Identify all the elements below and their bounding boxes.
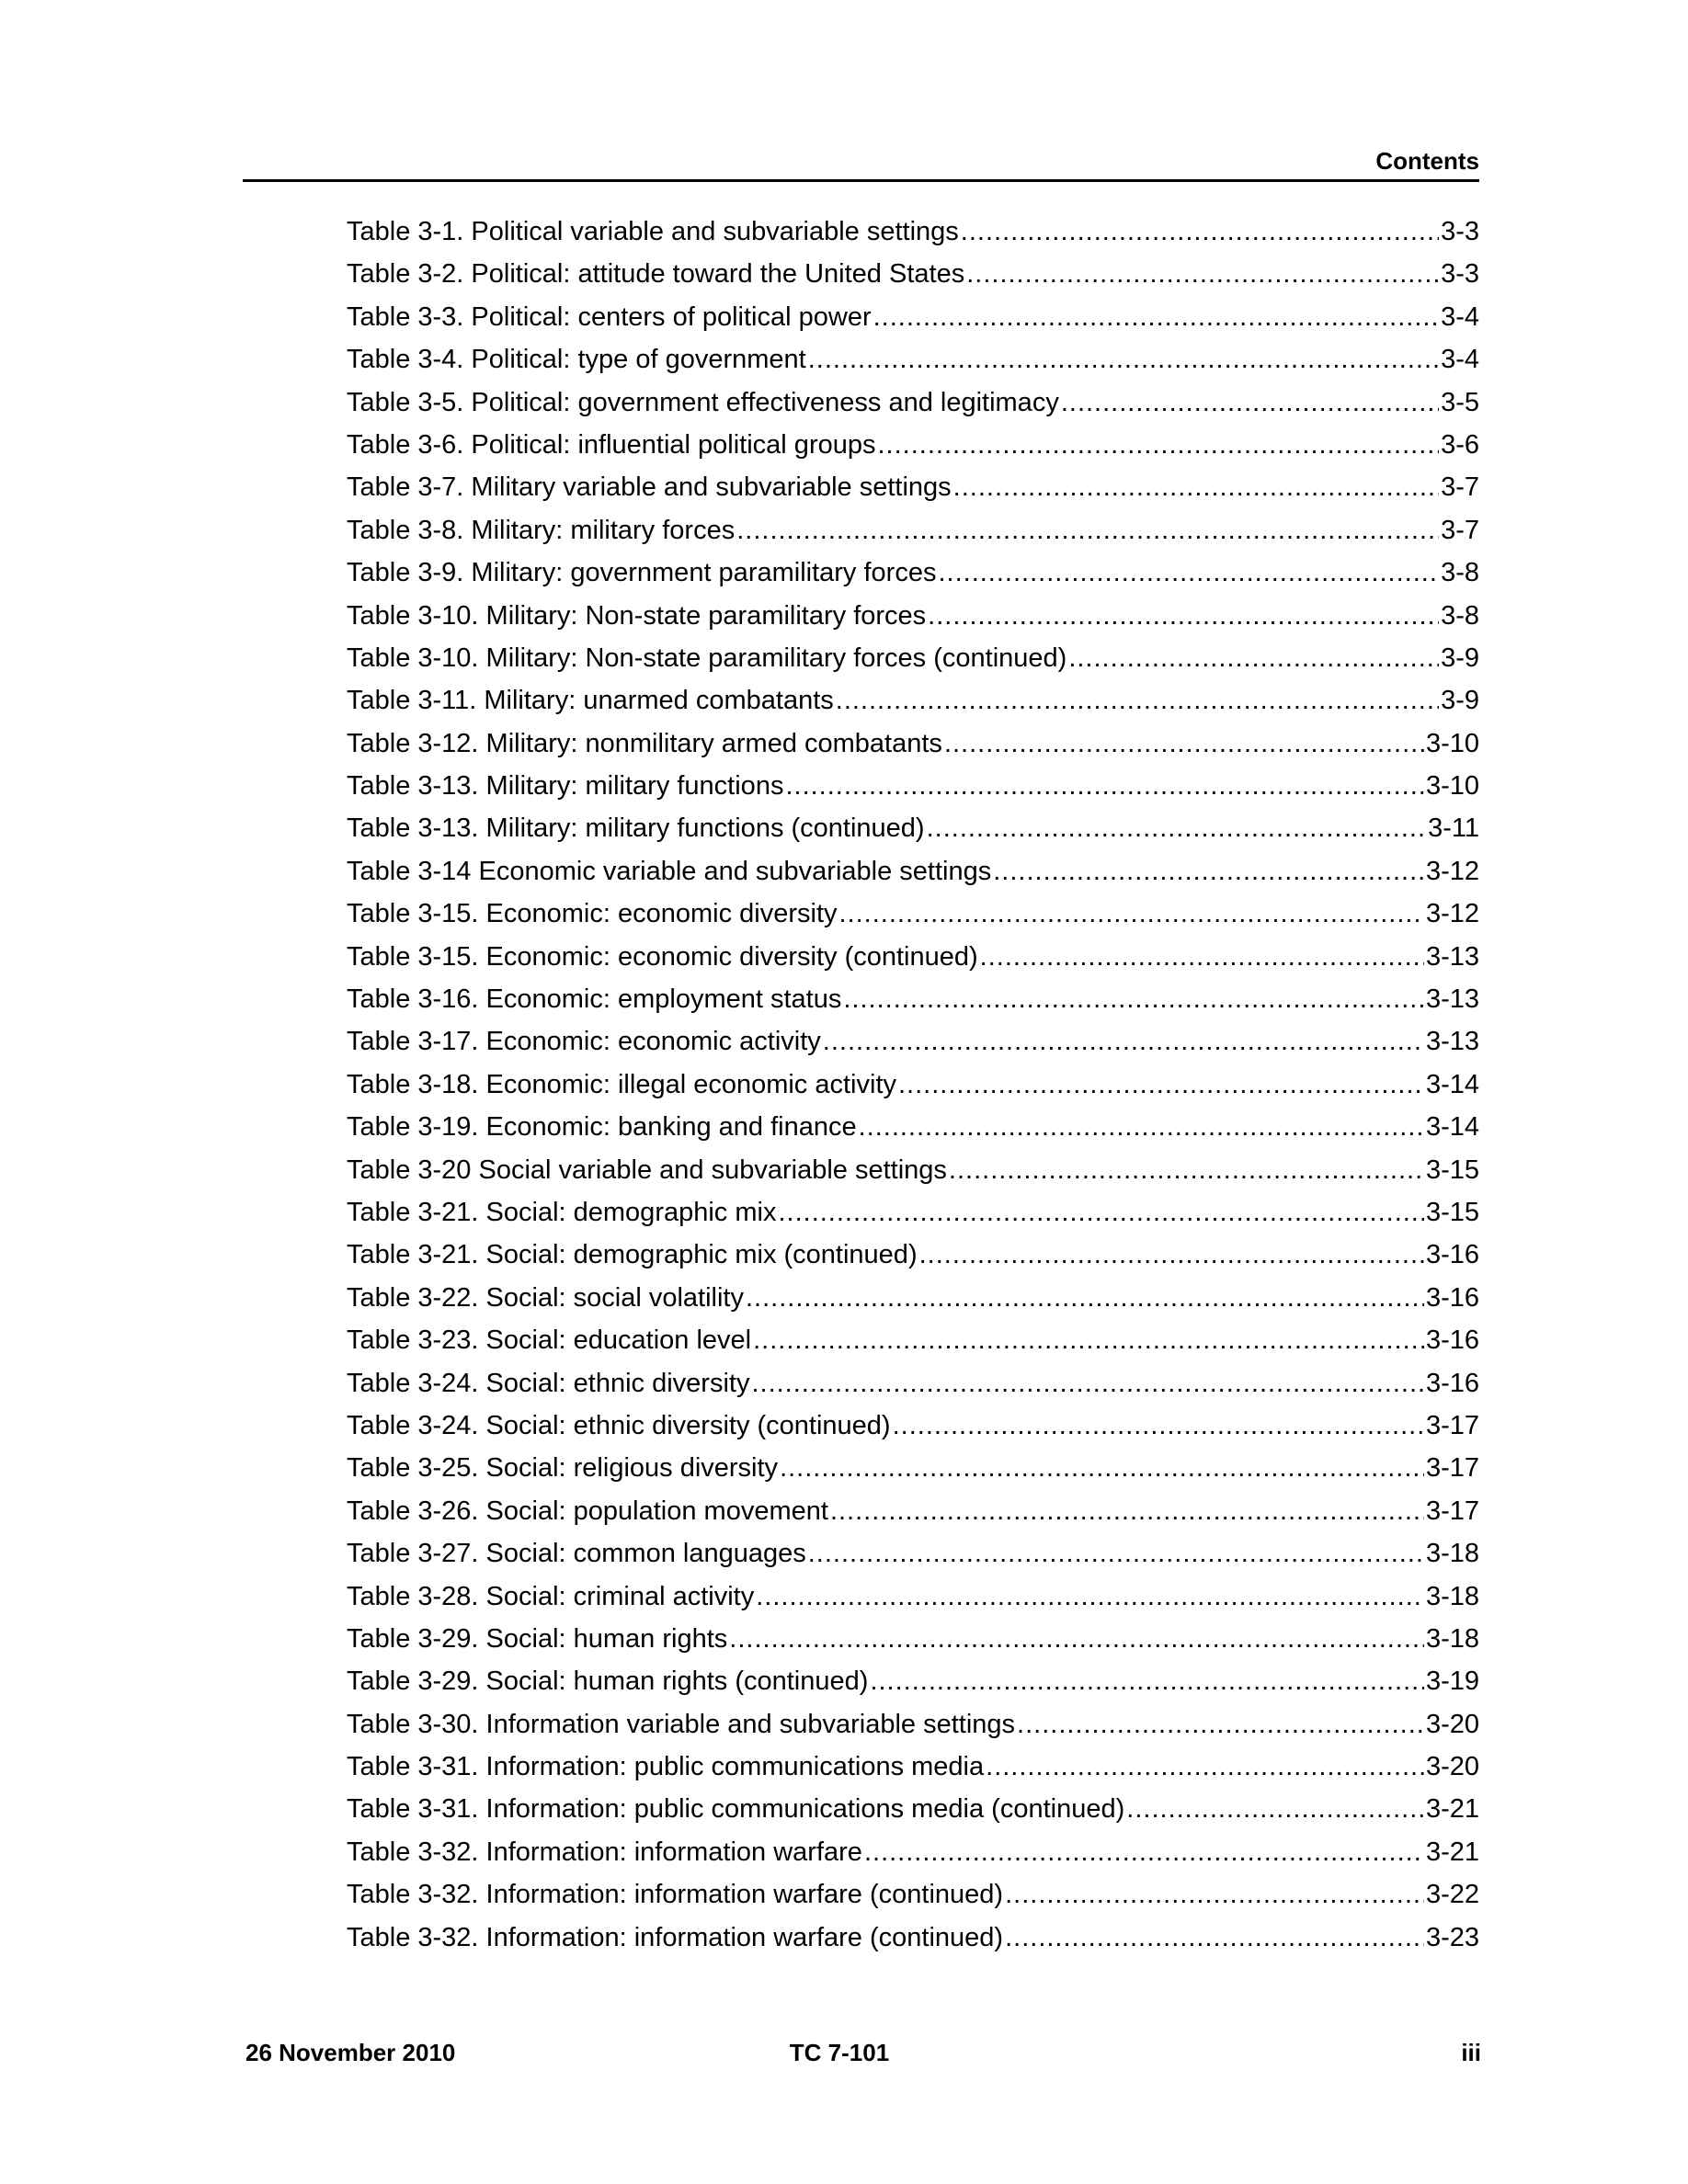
- toc-entry-page: 3-21: [1425, 1794, 1479, 1825]
- dot-leader: [1017, 1703, 1424, 1746]
- toc-entry[interactable]: [347, 850, 1479, 893]
- toc-entry-page: 3-9: [1441, 686, 1479, 716]
- toc-entry-page: 3-14: [1425, 1069, 1479, 1099]
- toc-entry-title: Table 3-2. Political: attitude toward the United States: [347, 259, 965, 290]
- toc-entry-title: Table 3-11. Military: unarmed combatants: [347, 686, 834, 716]
- dot-leader: [986, 1746, 1424, 1788]
- toc-entry-title: Table 3-3. Political: centers of political power: [347, 301, 872, 332]
- toc-entry-title: Table 3-10. Military: Non-state paramilitary forces: [347, 600, 927, 631]
- toc-entry-title: Table 3-7. Military variable and subvariable settings: [347, 472, 952, 503]
- toc-entry-title: Table 3-32. Information: information warfare (continued): [347, 1880, 1004, 1910]
- toc-entry[interactable]: [347, 637, 1479, 679]
- dot-leader: [785, 765, 1424, 807]
- toc-entry-page: 3-7: [1441, 515, 1479, 545]
- toc-entry[interactable]: [347, 296, 1479, 338]
- dot-leader: [873, 296, 1439, 338]
- dot-leader: [949, 1149, 1424, 1191]
- dot-leader: [778, 1191, 1423, 1234]
- toc-entry-page: 3-15: [1425, 1155, 1479, 1185]
- toc-entry[interactable]: [347, 1020, 1479, 1063]
- toc-entry-page: 3-20: [1425, 1709, 1479, 1739]
- toc-entry[interactable]: [347, 509, 1479, 552]
- toc-entry-title: Table 3-18. Economic: illegal economic activity: [347, 1069, 896, 1099]
- dot-leader: [938, 552, 1439, 594]
- toc-entry-title: Table 3-17. Economic: economic activity: [347, 1027, 821, 1057]
- dot-leader: [729, 1618, 1424, 1660]
- toc-entry-title: Table 3-8. Military: military forces: [347, 515, 736, 545]
- toc-entry-page: 3-15: [1425, 1197, 1479, 1227]
- dot-leader: [944, 722, 1424, 765]
- toc-entry-title: Table 3-21. Social: demographic mix: [347, 1197, 777, 1227]
- dot-leader: [753, 1319, 1424, 1361]
- toc-entry[interactable]: [347, 1575, 1479, 1618]
- toc-entry-title: Table 3-28. Social: criminal activity: [347, 1581, 755, 1611]
- toc-entry-title: Table 3-23. Social: education level: [347, 1325, 752, 1356]
- toc-entry-title: Table 3-22. Social: social volatility: [347, 1282, 744, 1313]
- toc-entry[interactable]: [347, 1064, 1479, 1106]
- dot-leader: [836, 679, 1439, 722]
- toc-entry-title: Table 3-25. Social: religious diversity: [347, 1453, 779, 1484]
- footer-page-number: iii: [1461, 2039, 1481, 2066]
- toc-entry[interactable]: [347, 936, 1479, 978]
- toc-entry[interactable]: [347, 807, 1479, 849]
- toc-entry[interactable]: [347, 1618, 1479, 1660]
- toc-entry-page: 3-10: [1425, 728, 1479, 758]
- toc-entry-title: Table 3-14 Economic variable and subvariable settings: [347, 856, 992, 886]
- toc-entry-title: Table 3-20 Social variable and subvariable settings: [347, 1155, 947, 1185]
- toc-entry[interactable]: [347, 1703, 1479, 1746]
- toc-entry-page: 3-23: [1425, 1922, 1479, 1952]
- toc-entry-title: Table 3-31. Information: public communications media (continued): [347, 1794, 1125, 1825]
- toc-entry[interactable]: [347, 722, 1479, 765]
- toc-entry[interactable]: [347, 424, 1479, 466]
- toc-entry[interactable]: [347, 1447, 1479, 1489]
- footer-date: 26 November 2010: [245, 2039, 456, 2066]
- dot-leader: [961, 210, 1439, 253]
- toc-entry-title: Table 3-24. Social: ethnic diversity: [347, 1368, 750, 1398]
- dot-leader: [898, 1064, 1424, 1106]
- toc-entry-page: 3-3: [1441, 217, 1479, 246]
- toc-entry-title: Table 3-32. Information: information warfare: [347, 1837, 862, 1867]
- dot-leader: [1068, 637, 1439, 679]
- toc-entry-page: 3-6: [1441, 429, 1479, 460]
- dot-leader: [980, 936, 1424, 978]
- toc-entry-page: 3-11: [1428, 813, 1479, 844]
- toc-entry-title: Table 3-1. Political variable and subvariable settings: [347, 217, 959, 246]
- toc-entry[interactable]: [347, 381, 1479, 424]
- toc-entry-title: Table 3-29. Social: human rights: [347, 1623, 728, 1654]
- toc-entry-page: 3-3: [1441, 259, 1479, 290]
- dot-leader: [1061, 381, 1439, 424]
- toc-entry-title: Table 3-4. Political: type of government: [347, 345, 806, 375]
- dot-leader: [843, 978, 1424, 1020]
- toc-entry-title: Table 3-15. Economic: economic diversity: [347, 899, 838, 929]
- toc-entry-title: Table 3-30. Information variable and subvariable settings: [347, 1709, 1016, 1739]
- toc-entry-page: 3-16: [1425, 1368, 1479, 1398]
- toc-entry[interactable]: [347, 1106, 1479, 1148]
- dot-leader: [823, 1020, 1424, 1063]
- toc-entry-title: Table 3-10. Military: Non-state paramilitary forces (continued): [347, 643, 1067, 673]
- toc-entry-page: 3-8: [1441, 558, 1479, 588]
- dot-leader: [830, 1490, 1424, 1532]
- toc-entry-page: 3-4: [1441, 345, 1479, 375]
- toc-entry-title: Table 3-24. Social: ethnic diversity (continued): [347, 1410, 891, 1440]
- toc-entry[interactable]: [347, 595, 1479, 637]
- dot-leader: [1005, 1917, 1424, 1959]
- dot-leader: [1005, 1873, 1424, 1916]
- dot-leader: [808, 338, 1439, 381]
- toc-entry-title: Table 3-27. Social: common languages: [347, 1539, 806, 1569]
- toc-entry[interactable]: [347, 253, 1479, 295]
- toc-entry-page: 3-17: [1425, 1410, 1479, 1440]
- toc-entry-page: 3-8: [1441, 600, 1479, 631]
- toc-entry-page: 3-18: [1425, 1539, 1479, 1569]
- toc-entry[interactable]: [347, 1319, 1479, 1361]
- toc-entry-title: Table 3-13. Military: military functions (continued): [347, 813, 925, 844]
- toc-entry-page: 3-22: [1425, 1880, 1479, 1910]
- toc-entry-title: Table 3-16. Economic: employment status: [347, 984, 842, 1015]
- dot-leader: [1126, 1788, 1424, 1830]
- toc-entry[interactable]: [347, 1532, 1479, 1575]
- toc-entry[interactable]: [347, 552, 1479, 594]
- toc-entry-title: Table 3-29. Social: human rights (continued): [347, 1666, 869, 1697]
- toc-entry[interactable]: [347, 1917, 1479, 1959]
- dot-leader: [839, 893, 1424, 935]
- dot-leader: [756, 1575, 1424, 1618]
- dot-leader: [928, 595, 1439, 637]
- toc-entry[interactable]: [347, 466, 1479, 508]
- toc-entry-page: 3-16: [1425, 1282, 1479, 1313]
- toc-entry[interactable]: [347, 893, 1479, 935]
- toc-entry[interactable]: [347, 978, 1479, 1020]
- toc-entry-title: Table 3-31. Information: public communications media: [347, 1752, 985, 1782]
- toc-entry[interactable]: [347, 1234, 1479, 1276]
- toc-entry-page: 3-21: [1425, 1837, 1479, 1867]
- toc-entry-page: 3-14: [1425, 1112, 1479, 1143]
- toc-entry[interactable]: [347, 1191, 1479, 1234]
- dot-leader: [870, 1660, 1424, 1702]
- toc-entry-title: Table 3-15. Economic: economic diversity (continued): [347, 941, 978, 972]
- dot-leader: [927, 807, 1427, 849]
- toc-entry-page: 3-4: [1441, 301, 1479, 332]
- toc-entry-page: 3-16: [1425, 1240, 1479, 1270]
- toc-entry[interactable]: [347, 679, 1479, 722]
- dot-leader: [859, 1106, 1424, 1148]
- dot-leader: [893, 1405, 1424, 1447]
- toc-entry[interactable]: [347, 1362, 1479, 1405]
- toc-entry-page: 3-12: [1425, 899, 1479, 929]
- toc-entry-title: Table 3-19. Economic: banking and finance: [347, 1112, 857, 1143]
- dot-leader: [864, 1831, 1424, 1873]
- dot-leader: [746, 1277, 1424, 1319]
- toc-entry-title: Table 3-5. Political: government effectiveness and legitimacy: [347, 387, 1059, 417]
- footer-document-id: TC 7-101: [789, 2039, 890, 2066]
- toc-entry-page: 3-5: [1441, 387, 1479, 417]
- dot-leader: [751, 1362, 1424, 1405]
- toc-entry[interactable]: [347, 338, 1479, 381]
- toc-entry[interactable]: [347, 1873, 1479, 1916]
- toc-entry[interactable]: [347, 1149, 1479, 1191]
- toc-entry[interactable]: [347, 1746, 1479, 1788]
- toc-entry[interactable]: [347, 1788, 1479, 1830]
- toc-entry[interactable]: [347, 765, 1479, 807]
- toc-entry-page: 3-10: [1425, 771, 1479, 802]
- header-rule: [243, 179, 1479, 182]
- toc-entry[interactable]: [347, 1660, 1479, 1702]
- toc-entry[interactable]: [347, 210, 1479, 253]
- toc-entry-title: Table 3-6. Political: influential political groups: [347, 429, 876, 460]
- toc-entry-page: 3-19: [1425, 1666, 1479, 1697]
- toc-entry-page: 3-13: [1425, 941, 1479, 972]
- dot-leader: [919, 1234, 1424, 1276]
- toc-entry-title: Table 3-12. Military: nonmilitary armed combatants: [347, 728, 942, 758]
- dot-leader: [953, 466, 1439, 508]
- toc-entry[interactable]: [347, 1277, 1479, 1319]
- dot-leader: [993, 850, 1424, 893]
- toc-entry[interactable]: [347, 1831, 1479, 1873]
- toc-entry[interactable]: [347, 1405, 1479, 1447]
- toc-entry-page: 3-7: [1441, 472, 1479, 503]
- toc-entry-title: Table 3-9. Military: government paramilitary forces: [347, 558, 937, 588]
- toc-entry-page: 3-17: [1425, 1453, 1479, 1484]
- toc-entry[interactable]: [347, 1490, 1479, 1532]
- dot-leader: [808, 1532, 1424, 1575]
- toc-entry-page: 3-12: [1425, 856, 1479, 886]
- toc-entry-page: 3-9: [1441, 643, 1479, 673]
- toc-entry-page: 3-13: [1425, 984, 1479, 1015]
- dot-leader: [877, 424, 1439, 466]
- toc-entry-page: 3-18: [1425, 1581, 1479, 1611]
- section-label: Contents: [1375, 147, 1479, 175]
- toc-entry-page: 3-20: [1425, 1752, 1479, 1782]
- toc-entry-title: Table 3-32. Information: information warfare (continued): [347, 1922, 1004, 1952]
- toc-entry-page: 3-16: [1425, 1325, 1479, 1356]
- toc-entry-page: 3-17: [1425, 1496, 1479, 1526]
- dot-leader: [736, 509, 1439, 552]
- dot-leader: [966, 253, 1439, 295]
- toc-entry-page: 3-13: [1425, 1027, 1479, 1057]
- table-of-contents: [347, 210, 1479, 1959]
- toc-entry-title: Table 3-13. Military: military functions: [347, 771, 784, 802]
- dot-leader: [780, 1447, 1424, 1489]
- toc-entry-title: Table 3-21. Social: demographic mix (continued): [347, 1240, 918, 1270]
- toc-entry-title: Table 3-26. Social: population movement: [347, 1496, 828, 1526]
- toc-entry-page: 3-18: [1425, 1623, 1479, 1654]
